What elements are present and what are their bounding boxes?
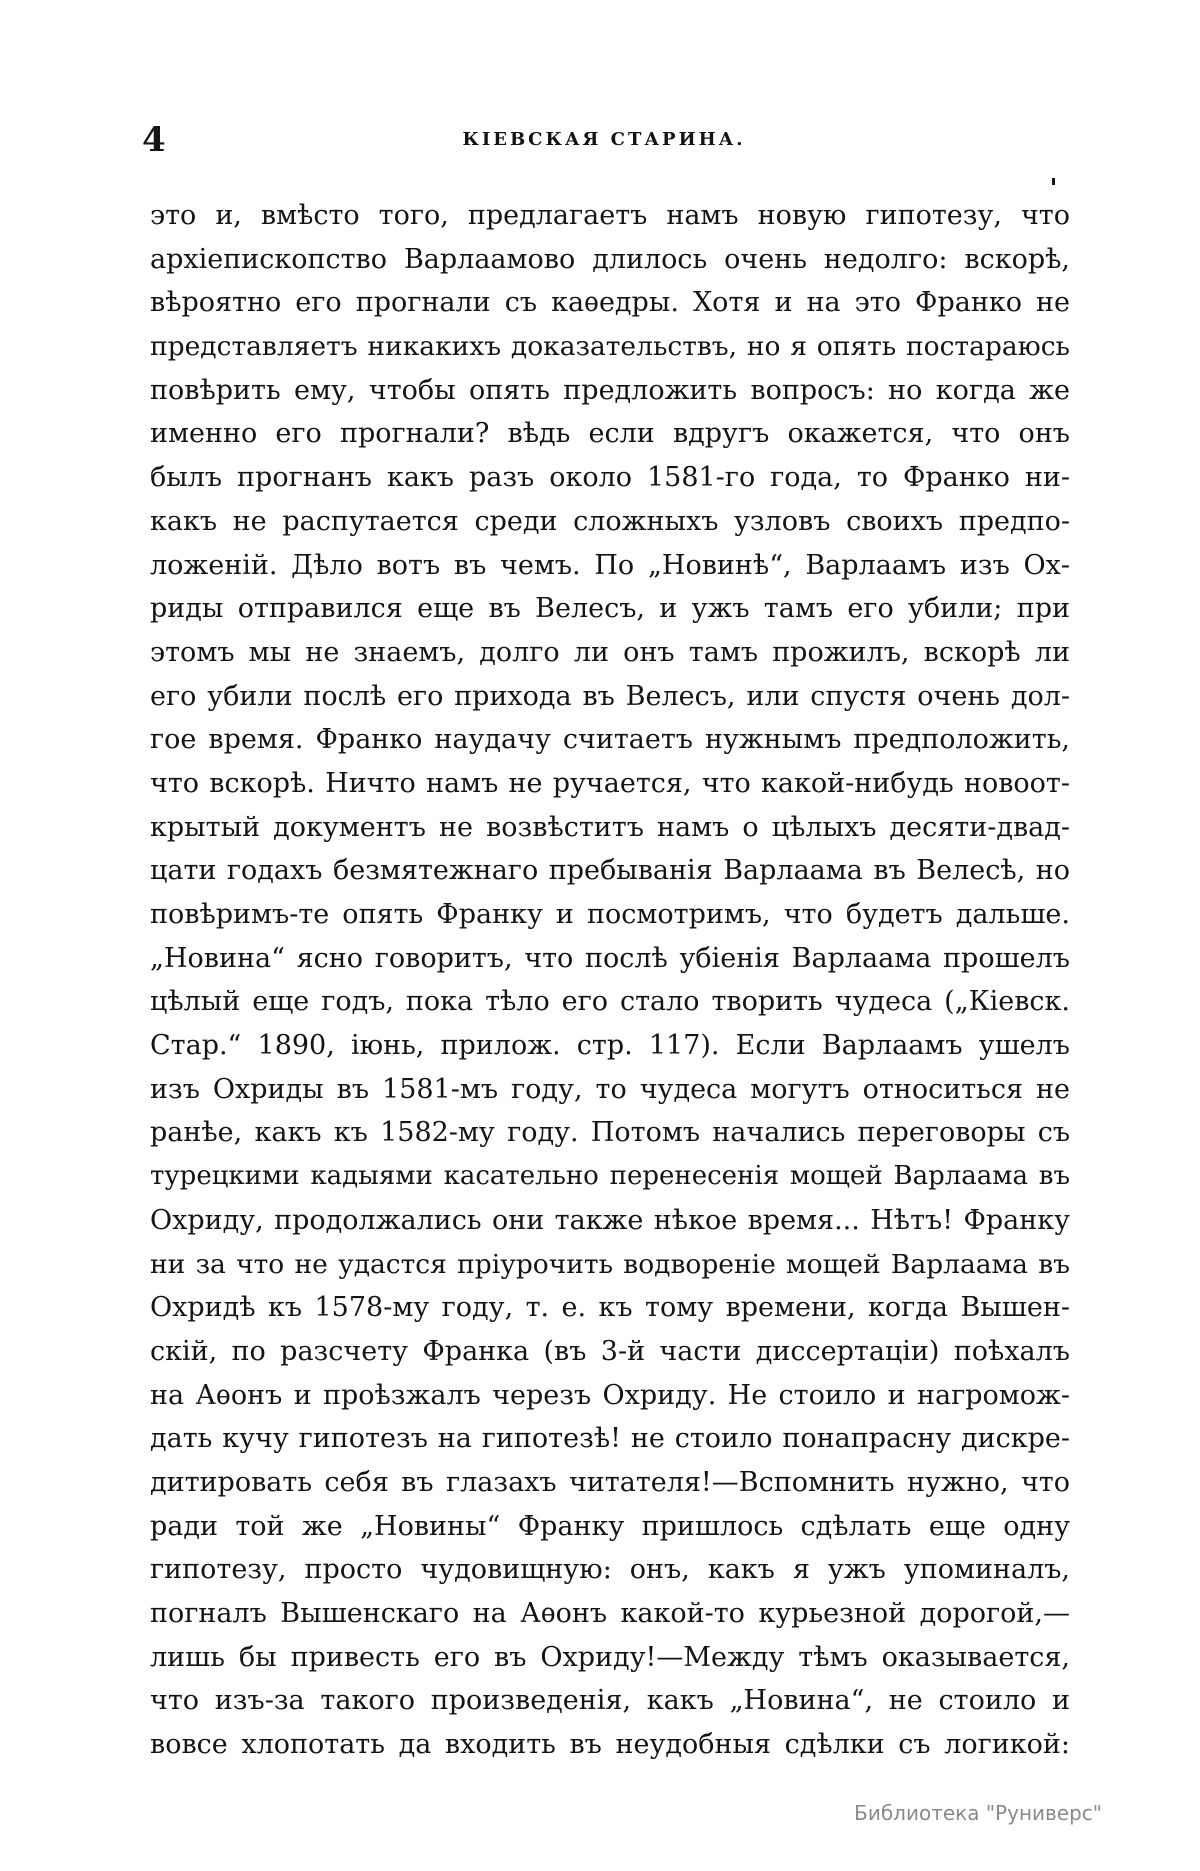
text-line: цѣлый еще годъ, пока тѣло его стало творить чудеса („Кіевск.	[150, 986, 1070, 1018]
text-line: погналъ Вышенскаго на Аѳонъ какой-то курьезной дорогой,—	[150, 1598, 1070, 1629]
text-line: ради той же „Новины“ Франку пришлось сдѣлать еще одну	[150, 1510, 1070, 1542]
text-line: цати годахъ безмятежнаго пребыванія Варлаама въ Велесѣ, но	[150, 855, 1070, 887]
text-line: изъ Охриды въ 1581-мъ году, то чудеса могутъ относиться не	[150, 1073, 1070, 1105]
text-line: „Новина“ ясно говоритъ, что послѣ убіенія Варлаама прошелъ	[150, 942, 1070, 974]
text-line: Охриду, продолжались они также нѣкое время... Нѣтъ! Франку	[150, 1204, 1070, 1236]
text-line: архіепископство Варлаамово длилось очень недолго: вскорѣ,	[150, 243, 1070, 275]
text-line: ложеній. Дѣло вотъ въ чемъ. По „Новинѣ“, Варлаамъ изъ Ох-	[150, 549, 1070, 581]
text-line: былъ прогнанъ какъ разъ около 1581-го года, то Франко ни-	[150, 462, 1070, 494]
text-line: его убили послѣ его прихода въ Велесъ, или спустя очень дол-	[150, 680, 1070, 712]
text-line: ни за что не удастся пріурочить водвореніе мощей Варлаама въ	[150, 1248, 1070, 1280]
text-line: скій, по разсчету Франка (въ 3-й части диссертаціи) поѣхалъ	[150, 1335, 1070, 1367]
text-line: вовсе хлопотать да входить въ неудобныя сдѣлки съ логикой:	[150, 1729, 1070, 1761]
text-line: представляетъ никакихъ доказательствъ, но я опять постараюсь	[150, 331, 1070, 363]
text-line: что изъ-за такого произведенія, какъ „Новина“, не стоило и	[150, 1685, 1070, 1717]
text-line: гое время. Франко наудачу считаетъ нужнымъ предположить,	[150, 724, 1070, 756]
page-number: 4	[142, 120, 166, 160]
text-line: какъ не распутается среди сложныхъ узловъ своихъ предпо-	[150, 505, 1070, 537]
journal-title: КІЕВСКАЯ СТАРИНА.	[462, 129, 746, 150]
text-line: что вскорѣ. Ничто намъ не ручается, что какой-нибудь новоот-	[150, 767, 1070, 799]
text-line: на Аѳонъ и проѣзжалъ черезъ Охриду. Не стоило и нагромож-	[150, 1379, 1070, 1411]
body-text	[150, 200, 1070, 1767]
text-line: Охридѣ къ 1578-му году, т. е. къ тому времени, когда Вышен-	[150, 1292, 1070, 1324]
library-watermark: Библиотека "Руниверс"	[854, 1801, 1102, 1825]
text-line: ранѣе, какъ къ 1582-му году. Потомъ начались переговоры съ	[150, 1117, 1070, 1149]
text-line: именно его прогнали? вѣдь если вдругъ окажется, что онъ	[150, 418, 1070, 450]
text-line: лишь бы привесть его въ Охриду!—Между тѣмъ оказывается,	[150, 1641, 1070, 1673]
text-line: повѣримъ-те опять Франку и посмотримъ, что будетъ дальше.	[150, 899, 1070, 930]
text-line: повѣрить ему, чтобы опять предложить вопросъ: но когда же	[150, 374, 1070, 406]
running-head	[138, 120, 1070, 160]
text-line: дать кучу гипотезъ на гипотезѣ! не стоило понапрасну дискре-	[150, 1423, 1070, 1455]
text-line: Стар.“ 1890, іюнь, прилож. стр. 117). Если Варлаамъ ушелъ	[150, 1030, 1070, 1062]
stray-ink-mark	[1052, 178, 1055, 185]
text-line: вѣроятно его прогнали съ каѳедры. Хотя и на это Франко не	[150, 287, 1070, 319]
text-line: гипотезу, просто чудовищную: онъ, какъ я ужъ упоминалъ,	[150, 1554, 1070, 1586]
text-line: этомъ мы не знаемъ, долго ли онъ тамъ прожилъ, вскорѣ ли	[150, 636, 1070, 668]
text-line: риды отправился еще въ Велесъ, и ужъ тамъ его убили; при	[150, 593, 1070, 625]
text-line: это и, вмѣсто того, предлагаетъ намъ новую гипотезу, что	[150, 200, 1070, 231]
text-line: турецкими кадыями касательно перенесенія мощей Варлаама въ	[150, 1161, 1070, 1192]
text-line: дитировать себя въ глазахъ читателя!—Вспомнить нужно, что	[150, 1466, 1070, 1498]
text-line: крытый документъ не возвѣститъ намъ о цѣлыхъ десяти-двад-	[150, 811, 1070, 843]
